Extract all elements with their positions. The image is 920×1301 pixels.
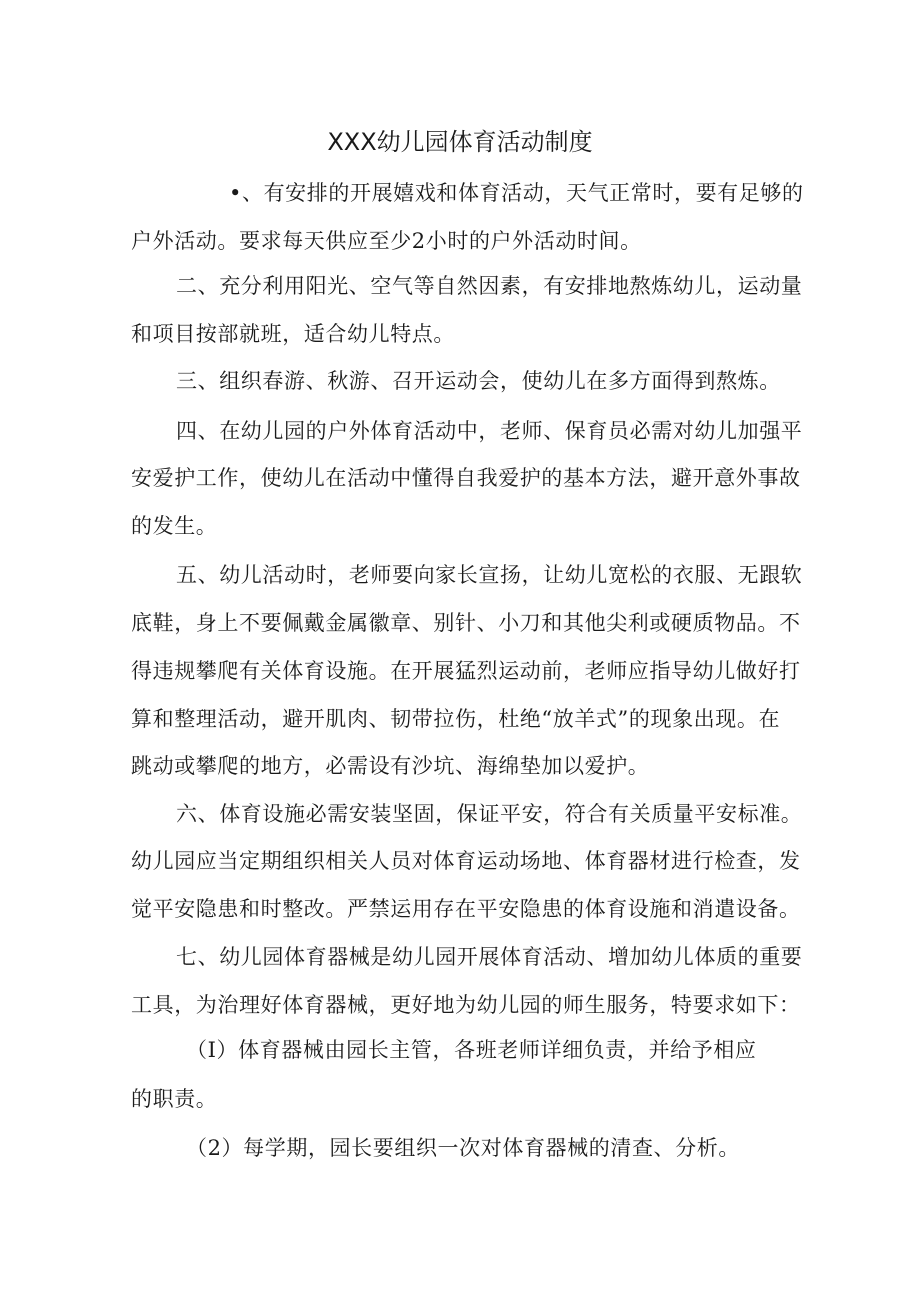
paragraph-6-line-1: 六、体育设施必需安装坚固，保证平安，符合有关质量平安标准。	[176, 802, 803, 826]
paragraph-4-line-1: 四、在幼儿园的户外体育活动中，老师、保育员必需对幼儿加强平	[176, 419, 803, 443]
paragraph-1-line-2: 户外活动。要求每天供应至少2小时的户外活动时间。	[131, 229, 642, 253]
paragraph-4-line-3: 的发生。	[131, 514, 218, 538]
paragraph-5-line-2: 底鞋，身上不要佩戴金属徽章、别针、小刀和其他尖利或硬质物品。不	[131, 611, 801, 635]
paragraph-3-line-1: 三、组织春游、秋游、召开运动会，使幼儿在多方面得到熬炼。	[176, 369, 781, 393]
paragraph-6-line-2: 幼儿园应当定期组织相关人员对体育运动场地、体育器材进行检查，发	[131, 849, 801, 873]
paragraph-7-line-1: 七、幼儿园体育器械是幼儿园开展体育活动、增加幼儿体质的重要	[176, 945, 803, 969]
paragraph-1-line-1: •、有安排的开展嬉戏和体育活动，天气正常时，要有足够的	[229, 181, 804, 205]
paragraph-2-line-2: 和项目按部就班，适合幼儿特点。	[131, 322, 455, 346]
paragraph-2-line-1: 二、充分利用阳光、空气等自然因素，有安排地熬炼幼儿，运动量	[176, 274, 803, 298]
paragraph-6-line-3: 觉平安隐患和时整改。严禁运用存在平安隐患的体育设施和消遣设备。	[131, 897, 801, 921]
item-2-line-1: （2）每学期，园长要组织一次对体育器械的清查、分析。	[186, 1136, 740, 1160]
document-title: XXX幼儿园体育活动制度	[327, 128, 593, 156]
item-1-line-1: （I）体育器械由园长主管，各班老师详细负责，并给予相应	[186, 1038, 757, 1062]
paragraph-5-line-4: 算和整理活动，避开肌肉、韧带拉伤，杜绝“放羊式”的现象出现。在	[131, 707, 781, 731]
item-1-line-2: 的职责。	[131, 1087, 218, 1111]
paragraph-5-line-5: 跳动或攀爬的地方，必需设有沙坑、海绵垫加以爱护。	[131, 754, 650, 778]
paragraph-7-line-2: 工具，为治理好体育器械，更好地为幼儿园的师生服务，特要求如下：	[131, 993, 801, 1017]
paragraph-5-line-1: 五、幼儿活动时，老师要向家长宣扬，让幼儿宽松的衣服、无跟软	[176, 563, 803, 587]
paragraph-5-line-3: 得违规攀爬有关体育设施。在开展猛烈运动前，老师应指导幼儿做好打	[131, 659, 801, 683]
paragraph-4-line-2: 安爱护工作，使幼儿在活动中懂得自我爱护的基本方法，避开意外事故	[131, 466, 801, 490]
